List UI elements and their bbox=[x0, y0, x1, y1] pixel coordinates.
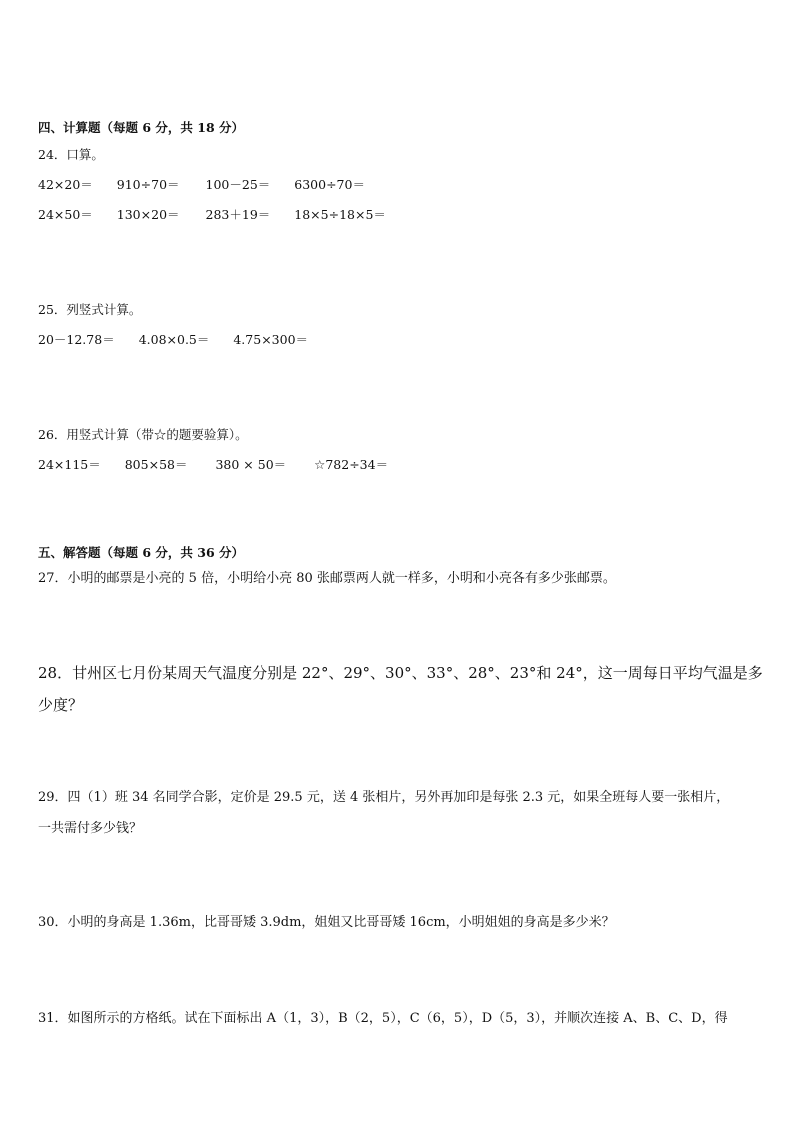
calc-item: 283＋19＝ bbox=[205, 207, 271, 222]
question-28-line-2: 少度？ bbox=[38, 696, 84, 714]
question-29-line-1: 29．四（1）班 34 名同学合影，定价是 29.5 元，送 4 张相片，另外再加印是每张 2.3 元，如果全班每人要一张相片， bbox=[38, 790, 730, 805]
question-31: 31．如图所示的方格纸。试在下面标出 A（1，3），B（2，5），C（6，5），D（5，3），并顺次连接 A、B、C、D，得 bbox=[38, 1011, 728, 1026]
question-24-prompt: 24．口算。 bbox=[38, 147, 104, 162]
question-25-items bbox=[38, 332, 308, 348]
calc-item: 6300÷70＝ bbox=[294, 177, 365, 192]
calc-item: 805×58＝ bbox=[124, 457, 188, 472]
question-26-prompt: 26．用竖式计算（带☆的题要验算）。 bbox=[38, 427, 248, 442]
calc-item: 4.75×300＝ bbox=[233, 332, 309, 347]
calc-item: 910÷70＝ bbox=[116, 177, 180, 192]
question-24-row-1 bbox=[38, 177, 365, 193]
question-30: 30．小明的身高是 1.36m，比哥哥矮 3.9dm，姐姐又比哥哥矮 16cm，小明姐姐的身高是多少米？ bbox=[38, 915, 615, 930]
calc-item: 130×20＝ bbox=[116, 207, 180, 222]
calc-item: 20－12.78＝ bbox=[38, 332, 115, 347]
calc-item: 42×20＝ bbox=[38, 177, 93, 192]
calc-item: 100－25＝ bbox=[205, 177, 271, 192]
calc-item: 24×50＝ bbox=[38, 207, 93, 222]
section-5-title: 五、解答题（每题 6 分，共 36 分） bbox=[38, 545, 245, 560]
section-4-title: 四、计算题（每题 6 分，共 18 分） bbox=[38, 120, 245, 135]
question-29-line-2: 一共需付多少钱？ bbox=[38, 821, 143, 836]
question-27: 27．小明的邮票是小亮的 5 倍，小明给小亮 80 张邮票两人就一样多，小明和小亮各有多少张邮票。 bbox=[38, 571, 616, 586]
calc-item: ☆782÷34＝ bbox=[314, 457, 389, 472]
calc-item: 4.08×0.5＝ bbox=[138, 332, 210, 347]
question-26-items bbox=[38, 457, 388, 473]
question-24-row-2 bbox=[38, 207, 386, 223]
calc-item: 24×115＝ bbox=[38, 457, 101, 472]
question-25-prompt: 25．列竖式计算。 bbox=[38, 302, 142, 317]
calc-item: 18×5÷18×5＝ bbox=[294, 207, 386, 222]
question-28-line-1: 28．甘州区七月份某周天气温度分别是 22°、29°、30°、33°、28°、23°和 24°，这一周每日平均气温是多 bbox=[38, 664, 763, 682]
calc-item: 380 × 50＝ bbox=[215, 457, 287, 472]
